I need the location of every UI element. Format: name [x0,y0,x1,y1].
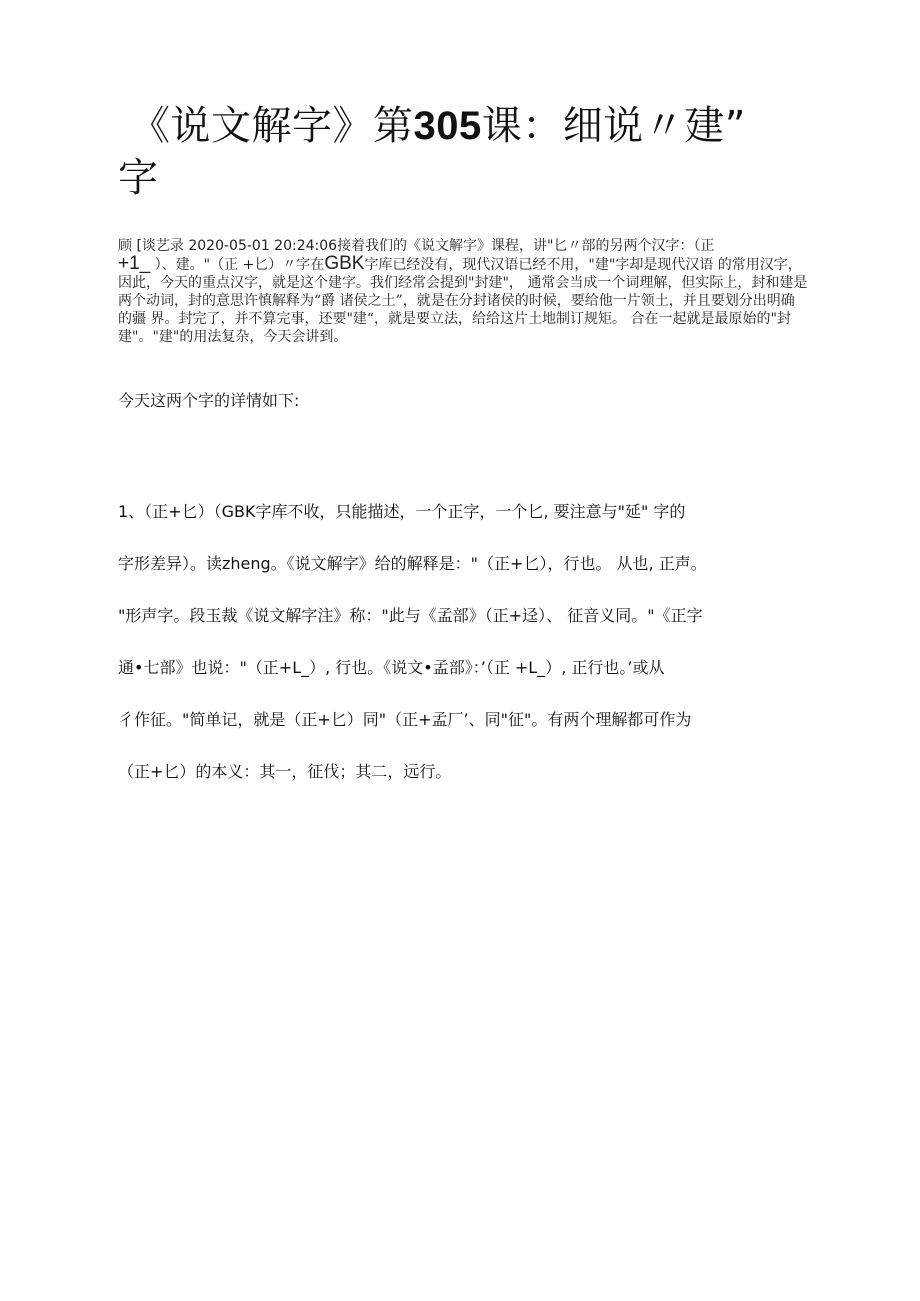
intro-text-2: ）、建。"（正 +匕）〃字在 [150,257,325,273]
body-line: （正+匕）的本义：其一，征伐；其二，远行。 [118,762,452,781]
intro-big-2: GBK [324,253,365,274]
title-lesson-number: 305 [413,104,482,148]
title-part-3: 字 [118,155,159,201]
intro-text-3: 字库已经没有，现代汉语已经不用，"建"字却是现代汉语 的常用汉字，因此，今天的重点汉字，就是这个建字。我们经常会提到"封建"， 通常会当成一个词理解，但实际上，封和建是两个动词，封的意思许慎解释为“爵 诸侯之土”，就是在分封诸侯的时候，要给他一片领土，并且要划分出明确的疆 界。封完了，并不算完事，还要"建“，就是要立法，给给这片土地制订规矩。 合在一起就是最原始的"封建"。"建"的用法复杂，今天会讲到。 [118,257,808,345]
body-line: 彳作征。"简单记，就是（正+匕）同"（正+孟厂’、同"征"。有两个理解都可作为 [118,710,692,729]
intro-paragraph [118,237,808,346]
title-part-2: 课：细说〃建” [481,103,746,149]
author-date-meta: 顾 [谈艺录 2020-05-01 20:24:06 [118,238,338,254]
intro-text-1: 接着我们的《说文解字》课程，讲"匕〃部的另两个汉字：（正 [337,238,715,254]
intro-big-1: +1_ [118,253,151,274]
body-line: 1、（正+匕）（GBK字库不收，只能描述，一个正字，一个匕, 要注意与"延" 字的 [118,502,686,521]
lead-sentence: 今天这两个字的详情如下: [118,391,300,410]
title-part-1: 《说文解字》第 [130,103,414,149]
body-line: "形声字。段玉裁《说文解字注》称："此与《孟部》（正+迳）、 征音义同。"《正字 [118,606,703,625]
body-line: 通•七部》也说："（正+L_）, 行也。《说文•孟部》：’（正 +L_）, 正行也。’或从 [118,658,665,677]
body-line: 字形差异）。读zheng。《说文解字》给的解释是："（正+匕），行也。 从也, 正声。 [118,554,707,573]
body-paragraph [118,486,808,798]
article-title [118,100,818,204]
